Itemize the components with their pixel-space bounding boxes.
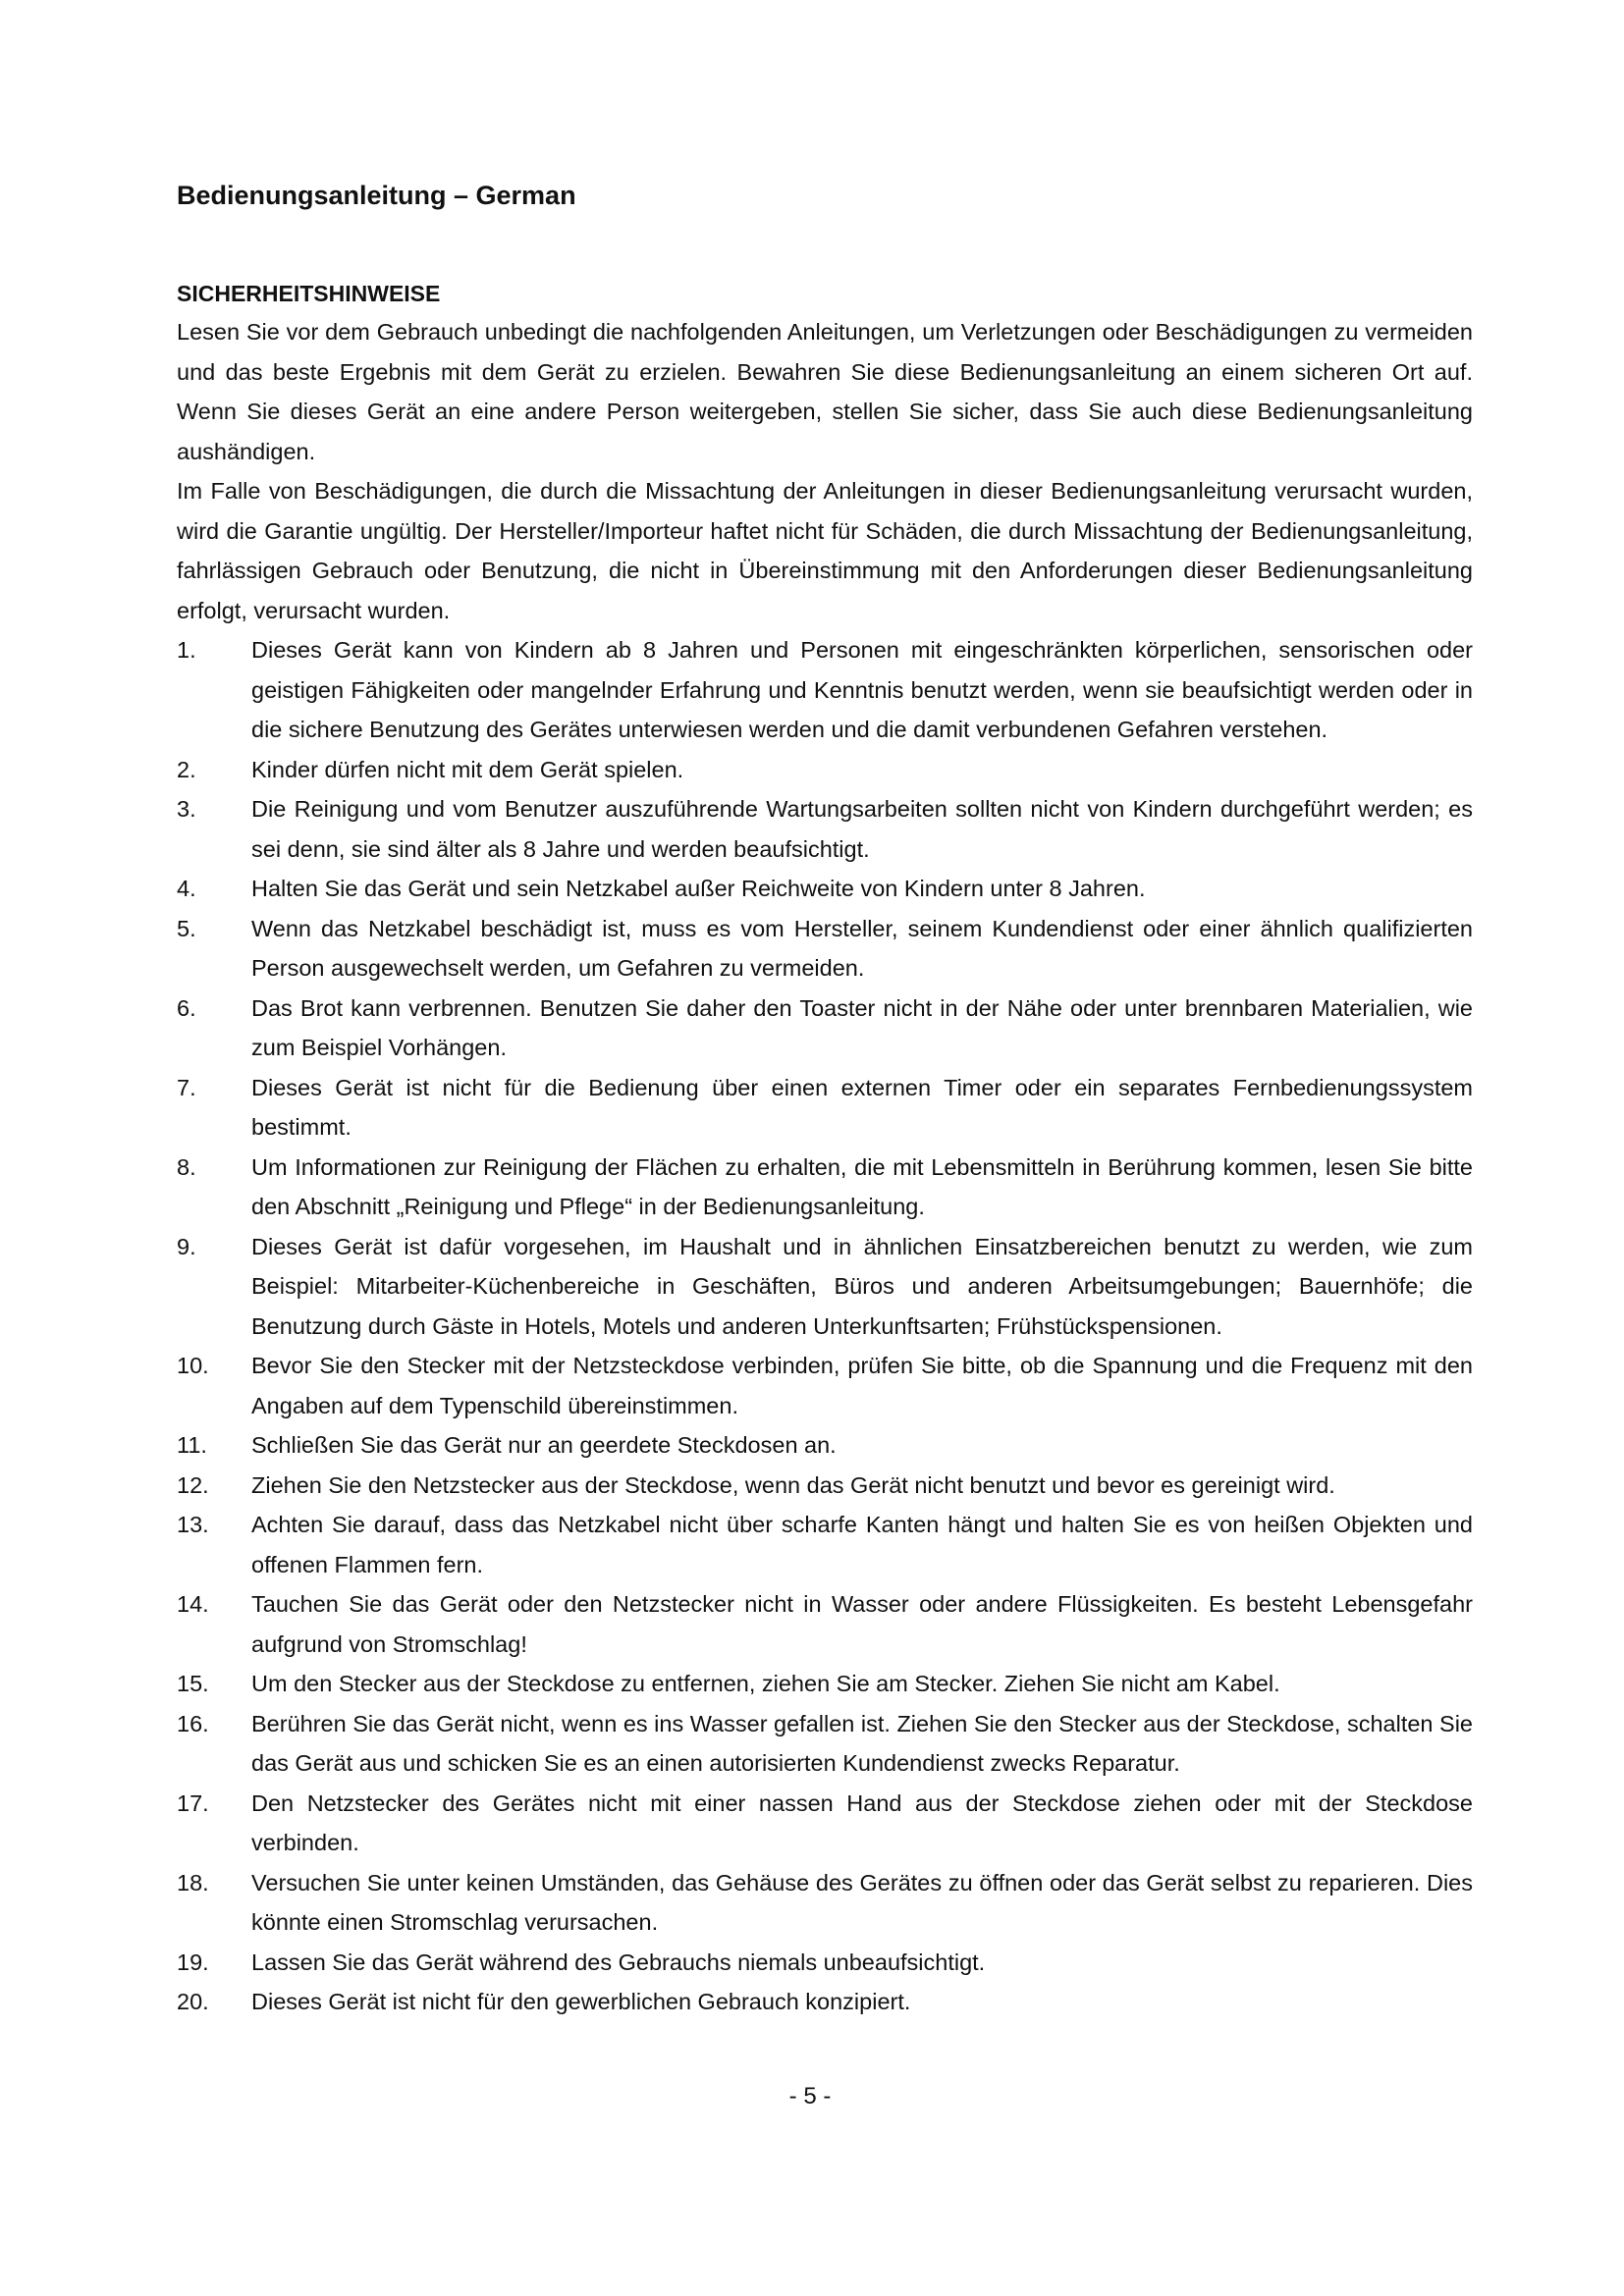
list-item-text: Das Brot kann verbrennen. Benutzen Sie daher den Toaster nicht in der Nähe oder unter brennbaren Materialien, wie zum Beispiel Vorhängen.: [251, 994, 1473, 1060]
list-item-text: Bevor Sie den Stecker mit der Netzsteckdose verbinden, prüfen Sie bitte, ob die Spannung und die Frequenz mit den Angaben auf dem Typenschild übereinstimmen.: [251, 1353, 1473, 1418]
list-item-number: 4.: [177, 876, 196, 901]
list-item-number: 20.: [177, 1989, 209, 2014]
list-item-number: 3.: [177, 796, 196, 822]
list-item-text: Die Reinigung und vom Benutzer auszuführende Wartungsarbeiten sollten nicht von Kindern durchgeführt werden; es sei denn, sie sind älter als 8 Jahre und werden beaufsichtigt.: [251, 796, 1473, 862]
list-item-text: Achten Sie darauf, dass das Netzkabel nicht über scharfe Kanten hängt und halten Sie es von heißen Objekten und offenen Flammen fern.: [251, 1512, 1473, 1577]
list-item: [177, 1068, 1473, 1148]
list-item-number: 7.: [177, 1074, 196, 1100]
intro-paragraph-1: Lesen Sie vor dem Gebrauch unbedingt die nachfolgenden Anleitungen, um Verletzungen oder Beschädigungen zu vermeiden und das beste Ergebnis mit dem Gerät zu erzielen. Bewahren Sie diese Bedienungsanleitung an einem sicheren Ort auf. Wenn Sie dieses Gerät an eine andere Person weitergeben, stellen Sie sicher, dass Sie auch diese Bedienungsanleitung aushändigen.: [177, 319, 1473, 464]
list-item: [177, 1227, 1473, 1347]
list-item-text: Kinder dürfen nicht mit dem Gerät spielen.: [251, 756, 684, 782]
list-item-number: 8.: [177, 1153, 196, 1180]
list-item-text: Wenn das Netzkabel beschädigt ist, muss es vom Hersteller, seinem Kundendienst oder einer ähnlich qualifizierten Person ausgewechselt werden, um Gefahren zu vermeiden.: [251, 915, 1473, 981]
list-item: [177, 1346, 1473, 1425]
list-item-text: Versuchen Sie unter keinen Umständen, das Gehäuse des Gerätes zu öffnen oder das Gerät selbst zu reparieren. Dies könnte einen Stromschlag verursachen.: [251, 1869, 1473, 1935]
list-item-text: Schließen Sie das Gerät nur an geerdete Steckdosen an.: [251, 1432, 837, 1458]
list-item: [177, 750, 1473, 790]
list-item-number: 2.: [177, 756, 196, 782]
list-item-text: Dieses Gerät ist nicht für die Bedienung über einen externen Timer oder ein separates Fernbedienungssystem bestimmt.: [251, 1074, 1473, 1140]
list-item-number: 5.: [177, 915, 196, 941]
list-item: [177, 1148, 1473, 1227]
list-item: [177, 1943, 1473, 1983]
list-item: [177, 1704, 1473, 1784]
list-item: [177, 1664, 1473, 1704]
list-item: [177, 869, 1473, 909]
list-item-number: 1.: [177, 637, 196, 663]
list-item: [177, 1784, 1473, 1863]
list-item-text: Um den Stecker aus der Steckdose zu entfernen, ziehen Sie am Stecker. Ziehen Sie nicht am Kabel.: [251, 1671, 1280, 1696]
list-item: [177, 1863, 1473, 1943]
list-item: [177, 988, 1473, 1068]
list-item-number: 14.: [177, 1591, 209, 1617]
list-item-text: Tauchen Sie das Gerät oder den Netzstecker nicht in Wasser oder andere Flüssigkeiten. Es besteht Lebensgefahr aufgrund von Stromschlag!: [251, 1591, 1473, 1657]
list-item-number: 6.: [177, 994, 196, 1021]
list-item-text: Dieses Gerät ist nicht für den gewerblichen Gebrauch konzipiert.: [251, 1989, 911, 2014]
list-item-number: 16.: [177, 1710, 209, 1736]
list-item-number: 18.: [177, 1869, 209, 1896]
list-item: [177, 1982, 1473, 2022]
list-item-number: 17.: [177, 1789, 209, 1816]
list-item: [177, 1466, 1473, 1506]
list-item-text: Dieses Gerät kann von Kindern ab 8 Jahren und Personen mit eingeschränkten körperlichen, sensorischen oder geistigen Fähigkeiten oder mangelnder Erfahrung und Kenntnis benutzt werden, wenn sie beaufsichtigt werden oder in die sichere Benutzung des Gerätes unterwiesen werden und die damit verbundenen Gefahren verstehen.: [251, 637, 1473, 742]
list-item: [177, 789, 1473, 869]
list-item-text: Berühren Sie das Gerät nicht, wenn es ins Wasser gefallen ist. Ziehen Sie den Stecker aus der Steckdose, schalten Sie das Gerät aus und schicken Sie es an einen autorisierten Kundendienst zwecks Reparatur.: [251, 1710, 1473, 1776]
list-item-text: Um Informationen zur Reinigung der Flächen zu erhalten, die mit Lebensmitteln in Berührung kommen, lesen Sie bitte den Abschnitt „Reinigung und Pflege“ in der Bedienungsanleitung.: [251, 1153, 1473, 1219]
safety-rules-list: [177, 630, 1473, 2022]
list-item: [177, 1505, 1473, 1584]
document-title: Bedienungsanleitung – German: [177, 181, 576, 210]
list-item: [177, 1584, 1473, 1664]
list-item-text: Halten Sie das Gerät und sein Netzkabel außer Reichweite von Kindern unter 8 Jahren.: [251, 876, 1146, 901]
section-heading-safety: SICHERHEITSHINWEISE: [177, 281, 441, 306]
document-body: [177, 312, 1473, 2022]
intro-paragraph-2: Im Falle von Beschädigungen, die durch die Missachtung der Anleitungen in dieser Bedienungsanleitung verursacht wurden, wird die Garantie ungültig. Der Hersteller/Importeur haftet nicht für Schäden, die durch Missachtung der Bedienungsanleitung, fahrlässigen Gebrauch oder Benutzung, die nicht in Übereinstimmung mit den Anforderungen dieser Bedienungsanleitung erfolgt, verursacht wurden.: [177, 478, 1473, 623]
list-item-text: Ziehen Sie den Netzstecker aus der Steckdose, wenn das Gerät nicht benutzt und bevor es gereinigt wird.: [251, 1471, 1335, 1498]
list-item-number: 15.: [177, 1671, 209, 1696]
list-item-text: Den Netzstecker des Gerätes nicht mit einer nassen Hand aus der Steckdose ziehen oder mit der Steckdose verbinden.: [251, 1789, 1473, 1855]
list-item: [177, 909, 1473, 988]
list-item: [177, 1425, 1473, 1466]
list-item-number: 19.: [177, 1949, 209, 1975]
list-item-number: 12.: [177, 1471, 209, 1498]
list-item-number: 13.: [177, 1512, 209, 1537]
list-item-number: 10.: [177, 1353, 209, 1378]
list-item-text: Dieses Gerät ist dafür vorgesehen, im Haushalt und in ähnlichen Einsatzbereichen benutzt zu werden, wie zum Beispiel: Mitarbeiter-Küchenbereiche in Geschäften, Büros und anderen Arbeitsumgebungen; Bauernhöfe; die Benutzung durch Gäste in Hotels, Motels und anderen Unterkunftsarten; Frühstückspensionen.: [251, 1233, 1473, 1339]
page-number: - 5 -: [788, 2083, 832, 2109]
list-item-number: 9.: [177, 1233, 196, 1259]
list-item: [177, 630, 1473, 750]
list-item-number: 11.: [177, 1432, 207, 1458]
list-item-text: Lassen Sie das Gerät während des Gebrauchs niemals unbeaufsichtigt.: [251, 1949, 986, 1975]
